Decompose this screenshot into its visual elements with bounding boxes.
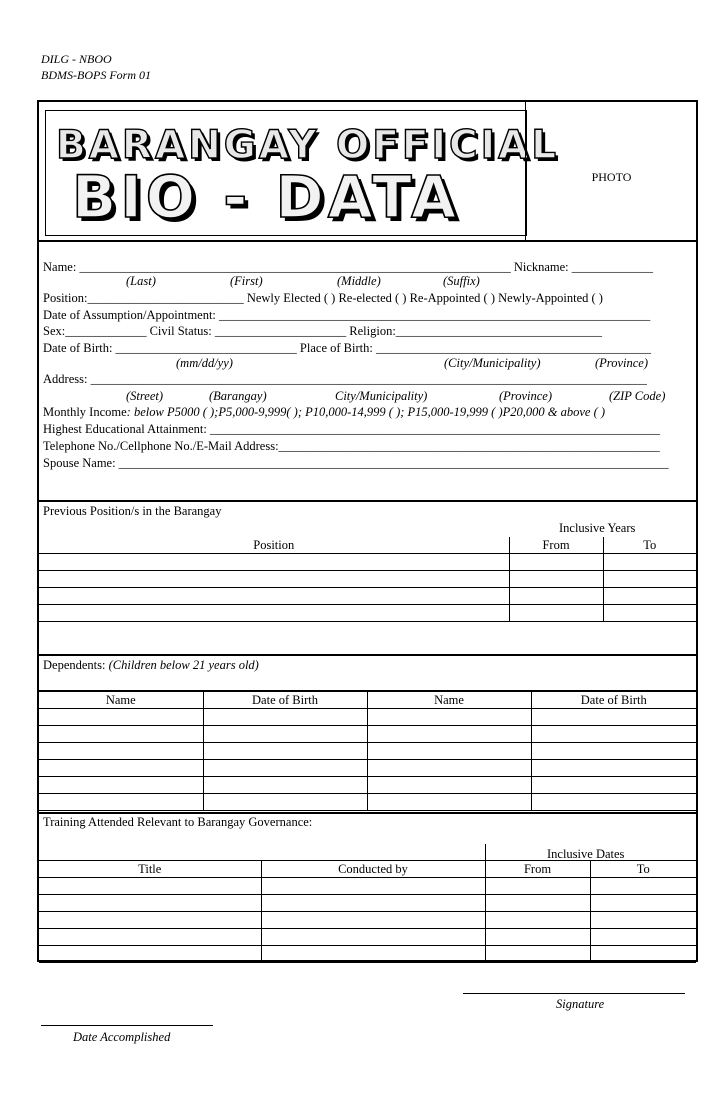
table-spacer-row bbox=[39, 844, 696, 861]
name-sub-suffix: (Suffix) bbox=[443, 274, 480, 288]
form-number: BDMS-BOPS Form 01 bbox=[41, 68, 151, 82]
inclusive-dates-label: Inclusive Dates bbox=[547, 847, 625, 861]
table-row[interactable] bbox=[39, 794, 696, 811]
inclusive-years-label: Inclusive Years bbox=[559, 521, 636, 535]
form-container bbox=[37, 100, 698, 962]
col-header-from: From bbox=[485, 861, 590, 878]
address-sub-barangay: (Barangay) bbox=[209, 389, 267, 403]
table-header-row bbox=[39, 537, 696, 554]
col-header-to: To bbox=[603, 537, 696, 554]
address-field[interactable]: Address: _________________________________________________________________________________________ bbox=[43, 372, 647, 386]
table-header-row bbox=[39, 692, 696, 709]
name-sub-first: (First) bbox=[230, 274, 263, 288]
title-line-2: BIO - DATA bbox=[72, 163, 461, 231]
table-row[interactable] bbox=[39, 895, 696, 912]
section-divider bbox=[39, 500, 696, 502]
table-row[interactable] bbox=[39, 777, 696, 794]
dependents-table bbox=[39, 692, 696, 811]
section-divider bbox=[39, 654, 696, 656]
col-header-title: Title bbox=[39, 861, 261, 878]
table-row[interactable] bbox=[39, 554, 696, 571]
col-header-name: Name bbox=[39, 692, 203, 709]
name-sub-last: (Last) bbox=[126, 274, 156, 288]
title-box bbox=[45, 110, 560, 236]
col-header-to: To bbox=[590, 861, 696, 878]
spouse-field[interactable]: Spouse Name: ________________________________________________________________________________________ bbox=[43, 456, 669, 470]
table-row[interactable] bbox=[39, 726, 696, 743]
table-row[interactable] bbox=[39, 588, 696, 605]
table-row[interactable] bbox=[39, 709, 696, 726]
previous-positions-label: Previous Position/s in the Barangay bbox=[43, 504, 222, 518]
previous-positions-table bbox=[39, 537, 696, 622]
col-header-dob: Date of Birth bbox=[203, 692, 367, 709]
income-label: Monthly Income bbox=[43, 405, 127, 419]
address-sub-city: City/Municipality) bbox=[335, 389, 428, 403]
sex-civil-religion-field[interactable]: Sex:_____________ Civil Status: _____________________ Religion:_________________________________ bbox=[43, 324, 603, 338]
date-accomplished-label: Date Accomplished bbox=[73, 1030, 171, 1044]
position-field[interactable]: Position:_________________________ Newly Elected ( ) Re-elected ( ) Re-Appointed ( ) Newly-Appointed ( ) bbox=[43, 291, 603, 305]
agency-label: DILG - NBOO bbox=[41, 52, 112, 66]
dependents-label: Dependents: (Children below 21 years old) bbox=[43, 658, 259, 672]
birth-field[interactable]: Date of Birth: _____________________________ Place of Birth: ____________________________________________ bbox=[43, 341, 651, 355]
title-section bbox=[39, 102, 696, 242]
address-sub-zip: (ZIP Code) bbox=[609, 389, 666, 403]
date-accomplished-line[interactable] bbox=[41, 1025, 213, 1026]
name-field[interactable]: Name: _____________________________________________________________________ Nickname: _____________ bbox=[43, 260, 654, 274]
table-row[interactable] bbox=[39, 912, 696, 929]
table-row[interactable] bbox=[39, 760, 696, 777]
signature-line[interactable] bbox=[463, 993, 685, 994]
col-header-name-2: Name bbox=[367, 692, 531, 709]
col-header-dob-2: Date of Birth bbox=[531, 692, 696, 709]
address-sub-province: (Province) bbox=[499, 389, 552, 403]
table-row[interactable] bbox=[39, 929, 696, 946]
birth-sub-city: (City/Municipality) bbox=[444, 356, 541, 370]
col-header-position: Position bbox=[39, 537, 509, 554]
table-row[interactable] bbox=[39, 878, 696, 895]
training-label: Training Attended Relevant to Barangay Governance: bbox=[43, 815, 313, 829]
title-line-1: BARANGAY OFFICIAL bbox=[56, 123, 560, 168]
assumption-date-field[interactable]: Date of Assumption/Appointment: _____________________________________________________________________ bbox=[43, 308, 651, 322]
section-divider bbox=[39, 812, 696, 814]
table-header-row bbox=[39, 861, 696, 878]
name-sub-middle: (Middle) bbox=[337, 274, 381, 288]
training-table bbox=[39, 844, 696, 963]
table-row[interactable] bbox=[39, 571, 696, 588]
address-sub-street: (Street) bbox=[126, 389, 164, 403]
income-field[interactable] bbox=[43, 405, 605, 420]
col-header-from: From bbox=[509, 537, 603, 554]
education-field[interactable]: Highest Educational Attainment: ________________________________________________________________________ bbox=[43, 422, 660, 436]
table-row[interactable] bbox=[39, 946, 696, 963]
signature-label: Signature bbox=[556, 997, 605, 1011]
contact-field[interactable]: Telephone No./Cellphone No./E-Mail Address:_____________________________________________________________ bbox=[43, 439, 660, 453]
col-header-conducted: Conducted by bbox=[261, 861, 485, 878]
photo-label: PHOTO bbox=[591, 170, 632, 184]
income-options: : below P5000 ( );P5,000-9,999( ); P10,000-14,999 ( ); P15,000-19,999 ( )P20,000 & above ( ) bbox=[126, 405, 606, 419]
dependents-note: (Children below 21 years old) bbox=[108, 658, 259, 672]
birth-sub-province: (Province) bbox=[595, 356, 648, 370]
photo-box[interactable] bbox=[525, 102, 697, 240]
birth-sub-date: (mm/dd/yy) bbox=[176, 356, 233, 370]
table-row[interactable] bbox=[39, 605, 696, 622]
table-row[interactable] bbox=[39, 743, 696, 760]
